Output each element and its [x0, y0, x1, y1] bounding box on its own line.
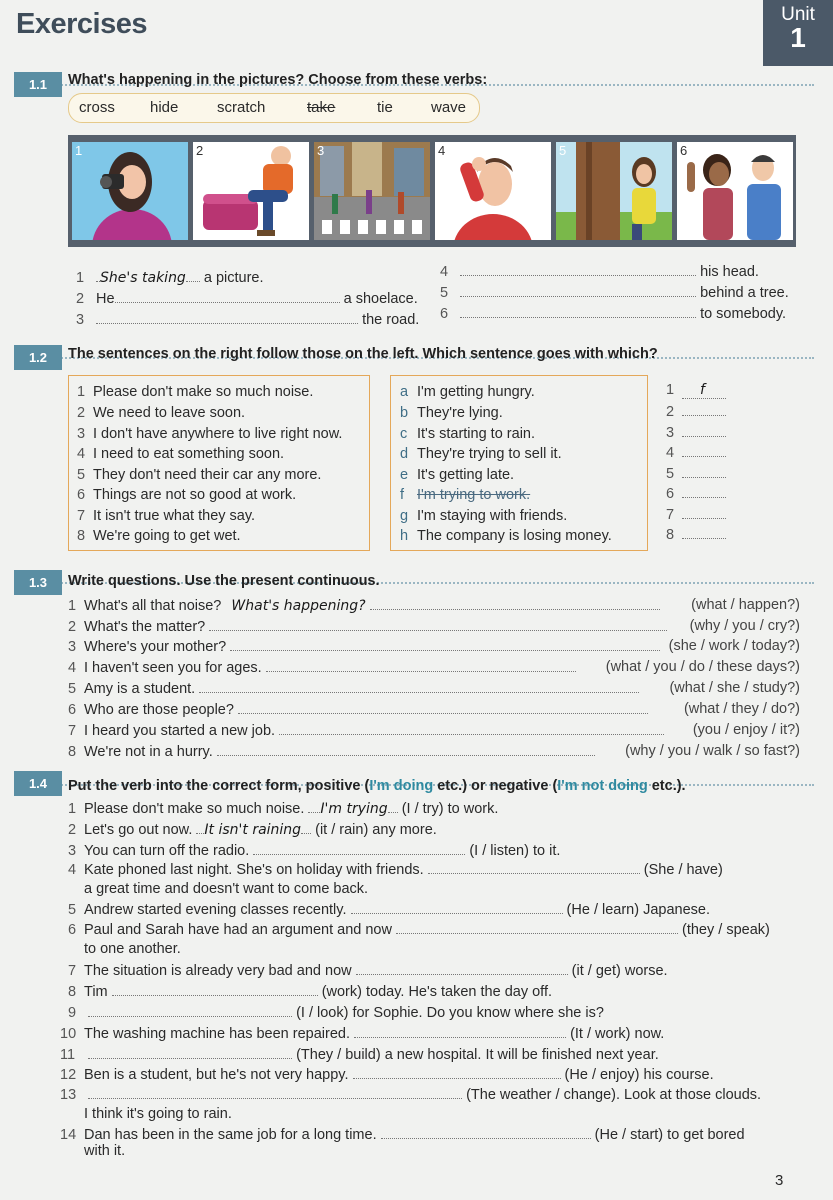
ex14-item: 8 Tim (work) today. He's taken the day off.: [68, 984, 553, 1000]
verb-word: cross: [79, 99, 115, 116]
ex13-item: 5 Amy is a student. (what / she / study?): [68, 680, 800, 697]
exercise-number: 1.2: [14, 345, 62, 370]
right-sentence: a I'm getting hungry.: [400, 384, 535, 400]
exercise-title: Put the verb into the correct form, positive (I'm doing etc.) or negative (I'm not doing etc.).: [68, 778, 686, 794]
ex11-item-2: 2 He a shoelace.: [76, 291, 418, 307]
left-sentence: 7 It isn't true what they say.: [77, 508, 256, 524]
right-sentence-crossed: f I'm trying to work.: [400, 487, 531, 503]
ex13-item: 8 We're not in a hurry. (why / you / walk / so fast?): [68, 743, 800, 760]
ex14-item-continuation: I think it's going to rain.: [84, 1106, 232, 1122]
right-sentence: g I'm staying with friends.: [400, 508, 568, 524]
picture-strip: [68, 135, 796, 247]
match-answer-1[interactable]: 1 f: [666, 382, 726, 399]
exercise-title: Write questions. Use the present continuous.: [68, 573, 380, 589]
left-sentence: 4 I need to eat something soon.: [77, 446, 285, 462]
ex14-item: 12 Ben is a student, but he's not very happy. (He / enjoy) his course.: [60, 1067, 714, 1083]
ex14-item: 4 Kate phoned last night. She's on holiday with friends. (She / have): [68, 862, 723, 878]
handwritten-answer: I'm trying: [320, 801, 388, 817]
person-shoelace-illustration: [193, 142, 309, 240]
picture-number: 5: [559, 143, 567, 158]
unit-label: Unit: [781, 4, 815, 25]
left-sentence: 1 Please don't make so much noise.: [77, 384, 314, 400]
person-camera-illustration: [72, 142, 188, 240]
right-sentence: b They're lying.: [400, 405, 503, 421]
match-answer-7[interactable]: 7: [666, 506, 726, 523]
picture-number: 3: [317, 143, 325, 158]
ex14-item: 13 (The weather / change). Look at those clouds.: [60, 1087, 762, 1103]
answer-blank[interactable]: [460, 263, 696, 276]
ex14-item: 7 The situation is already very bad and now (it / get) worse.: [68, 963, 668, 979]
handwritten-answer: What's happening?: [231, 598, 366, 614]
verb-word: scratch: [217, 99, 266, 116]
answer-blank[interactable]: [460, 284, 696, 297]
ex14-item: 14 Dan has been in the same job for a long time. (He / start) to get bored: [60, 1127, 745, 1143]
picture-4: [435, 142, 551, 240]
right-sentence: e It's getting late.: [400, 467, 515, 483]
picture-5: [556, 142, 672, 240]
people-waving-illustration: [677, 142, 793, 240]
picture-3: [314, 142, 430, 240]
match-answer-4[interactable]: 4: [666, 444, 726, 461]
answer-blank[interactable]: [115, 290, 340, 303]
ex13-item: 4 I haven't seen you for ages. (what / you / do / these days?): [68, 659, 800, 676]
verb-word: hide: [150, 99, 179, 116]
handwritten-answer: She's taking: [100, 270, 186, 286]
left-sentence: 8 We're going to get wet.: [77, 528, 241, 544]
picture-number: 4: [438, 143, 446, 158]
exercise-number: 1.3: [14, 570, 62, 595]
exercise-title: The sentences on the right follow those on the left. Which sentence goes with which?: [68, 346, 658, 362]
picture-number: 6: [680, 143, 688, 158]
road-crossing-illustration: [314, 142, 430, 240]
right-sentence: d They're trying to sell it.: [400, 446, 562, 462]
page-title: Exercises: [16, 8, 147, 40]
right-sentences-box: [390, 375, 648, 551]
ex14-item-continuation: with it.: [84, 1143, 126, 1159]
ex14-item: 10 The washing machine has been repaired. (It / work) now.: [60, 1026, 665, 1042]
ex13-item: 7 I heard you started a new job. (you / enjoy / it?): [68, 722, 800, 739]
match-answer-6[interactable]: 6: [666, 485, 726, 502]
ex14-item: 9 (I / look) for Sophie. Do you know where she is?: [68, 1005, 604, 1021]
ex13-item: 1 What's all that noise? What's happening? (what / happen?): [68, 597, 800, 614]
ex13-item: 6 Who are those people? (what / they / do?): [68, 701, 800, 718]
left-sentence: 5 They don't need their car any more.: [77, 467, 322, 483]
ex11-item-5: 5 behind a tree.: [440, 285, 789, 301]
ex14-item-continuation: a great time and doesn't want to come back.: [84, 881, 369, 897]
ex13-item: 3 Where's your mother? (she / work / today?): [68, 638, 800, 655]
left-sentence: 3 I don't have anywhere to live right now.: [77, 426, 343, 442]
ex14-item: 5 Andrew started evening classes recently. (He / learn) Japanese.: [68, 902, 711, 918]
left-sentence: 2 We need to leave soon.: [77, 405, 246, 421]
match-answer-3[interactable]: 3: [666, 424, 726, 441]
left-sentence: 6 Things are not so good at work.: [77, 487, 297, 503]
picture-6: [677, 142, 793, 240]
ex14-item-continuation: to one another.: [84, 941, 181, 957]
picture-number: 2: [196, 143, 204, 158]
ex14-item: 11 (They / build) a new hospital. It will be finished next year.: [60, 1047, 659, 1063]
picture-2: [193, 142, 309, 240]
page-number: 3: [775, 1172, 784, 1189]
ex11-item-4: 4 his head.: [440, 264, 759, 280]
ex13-item: 2 What's the matter? (why / you / cry?): [68, 618, 800, 635]
match-answer-2[interactable]: 2: [666, 403, 726, 420]
person-scratching-head-illustration: [435, 142, 551, 240]
answer-blank[interactable]: [96, 311, 358, 324]
ex11-item-6: 6 to somebody.: [440, 306, 787, 322]
exercise-title: What's happening in the pictures? Choose from these verbs:: [68, 72, 488, 88]
left-sentences-box: [68, 375, 370, 551]
exercise-number: 1.4: [14, 771, 62, 796]
unit-badge: [763, 0, 833, 66]
answer-blank[interactable]: [460, 305, 696, 318]
picture-1: [72, 142, 188, 240]
ex14-item: 1 Please don't make so much noise. I'm trying (I / try) to work.: [68, 801, 499, 817]
ex11-item-3: 3 the road.: [76, 312, 420, 328]
ex14-item: 3 You can turn off the radio. (I / listen) to it.: [68, 843, 561, 859]
ex14-item: 2 Let's go out now. It isn't raining (it / rain) any more.: [68, 822, 437, 838]
right-sentence: h The company is losing money.: [400, 528, 612, 544]
verb-word: wave: [431, 99, 467, 116]
exercise-number: 1.1: [14, 72, 62, 97]
ex14-item: 6 Paul and Sarah have had an argument and now (they / speak): [68, 922, 770, 938]
verb-box: [68, 93, 480, 123]
verb-word-crossed: take: [307, 99, 336, 116]
picture-number: 1: [75, 143, 83, 158]
match-answer-8[interactable]: 8: [666, 526, 726, 543]
unit-number: 1: [790, 22, 806, 53]
handwritten-answer: It isn't raining: [204, 822, 302, 838]
ex11-item-1: 1 She's taking a picture.: [76, 270, 264, 286]
match-answer-5[interactable]: 5: [666, 465, 726, 482]
verb-word: tie: [377, 99, 393, 116]
right-sentence: c It's starting to rain.: [400, 426, 536, 442]
girl-behind-tree-illustration: [556, 142, 672, 240]
